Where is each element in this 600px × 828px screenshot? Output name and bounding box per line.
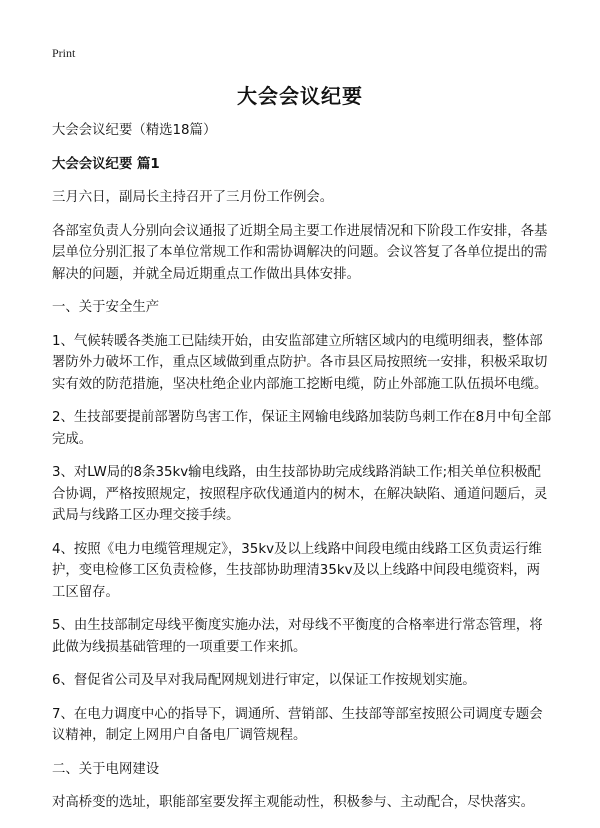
- paragraph: 3、对LW局的8条35kv输电线路，由生技部协助完成线路消缺工作;相关单位积极配合协调，严格按照规定，按照程序砍伐通道内的树木，在解决缺陷、通道问题后，灵武局与线路工区办理交接手续。: [52, 465, 548, 523]
- document-title: 大会会议纪要: [237, 84, 363, 108]
- print-link[interactable]: Print: [52, 46, 76, 60]
- paragraph: 5、由生技部制定母线平衡度实施办法，对母线不平衡度的合格率进行常态管理，将此做为线损基础管理的一项重要工作来抓。: [52, 618, 543, 655]
- paragraph: 各部室负责人分别向会议通报了近期全局主要工作进展情况和下阶段工作安排，各基层单位分别汇报了本单位常规工作和需协调解决的问题。会议答复了各单位提出的需解决的问题，并就全局近期重点工作做出具体安排。: [52, 223, 548, 282]
- document-subtitle: 大会会议纪要（精选18篇）: [52, 123, 217, 138]
- paragraph: 对高桥变的选址，职能部室要发挥主观能动性，积极参与、主动配合，尽快落实。: [52, 795, 535, 810]
- document-body: [52, 120, 552, 826]
- subsection-heading: 一、关于安全生产: [52, 300, 160, 315]
- paragraph: 三月六日，副局长主持召开了三月份工作例会。: [52, 190, 334, 205]
- subsection-heading: 二、关于电网建设: [52, 761, 160, 777]
- section-heading: 大会会议纪要 篇1: [52, 156, 160, 172]
- paragraph: 4、按照《电力电缆管理规定》，35kv及以上线路中间段电缆由线路工区负责运行维护，变电检修工区负责检修，生技部协助理清35kv及以上线路中间段电缆资料，两工区留存。: [52, 541, 542, 600]
- paragraph: 6、督促省公司及早对我局配网规划进行审定，以保证工作按规划实施。: [52, 673, 476, 688]
- paragraph: 2、生技部要提前部署防鸟害工作，保证主网输电线路加装防鸟刺工作在8月中旬全部完成。: [52, 410, 552, 447]
- paragraph: 7、在电力调度中心的指导下，调通所、营销部、生技部等部室按照公司调度专题会议精神，制定上网用户自备电厂调管规程。: [52, 706, 543, 743]
- paragraph: 1、气候转暖各类施工已陆续开始，由安监部建立所辖区域内的电缆明细表，整体部署防外力破坏工作，重点区域做到重点防护。各市县区局按照统一安排，积极采取切实有效的防范措施，坚决杜绝企业内部施工挖断电缆，防止外部施工队伍损坏电缆。: [52, 333, 548, 392]
